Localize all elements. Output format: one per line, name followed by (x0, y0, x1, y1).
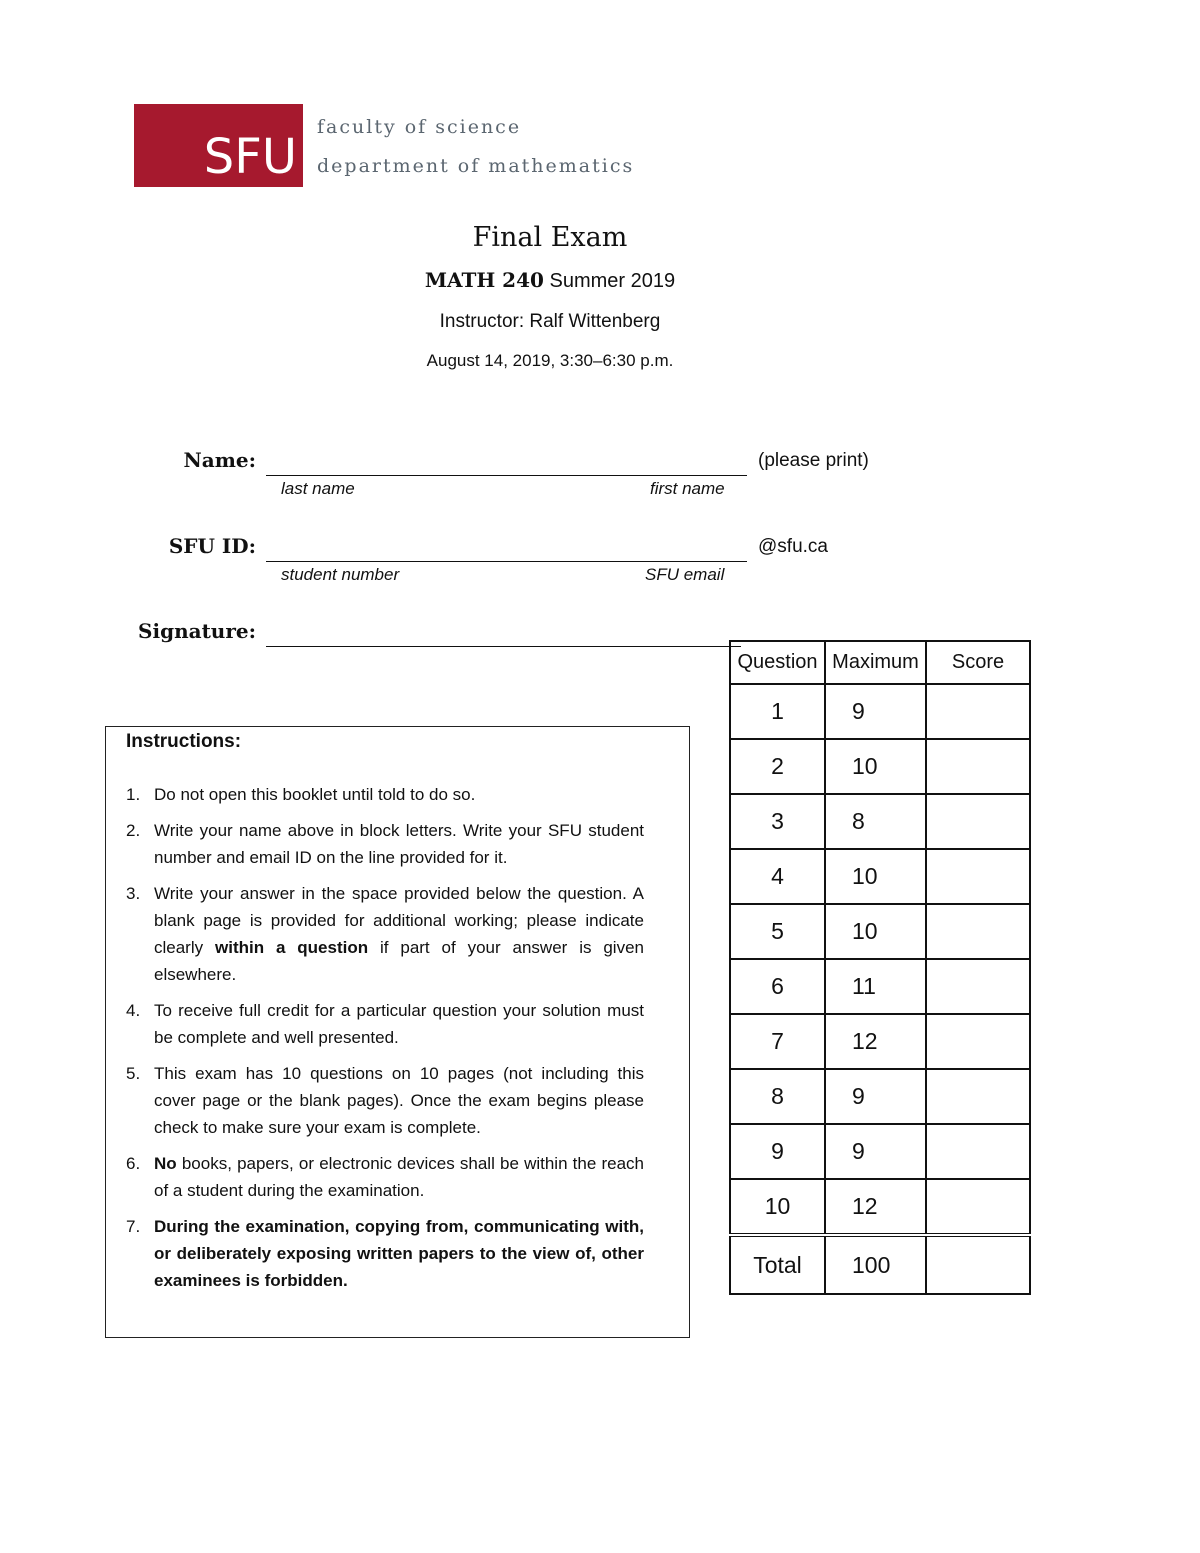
course-code: MATH 240 (424, 268, 544, 292)
logo-mark: SFU (203, 129, 297, 185)
name-note: (please print) (758, 450, 869, 471)
table-row (730, 849, 1030, 904)
instruction-item (126, 880, 644, 988)
max-points: 12 (825, 1014, 926, 1069)
instruction-item (126, 817, 644, 871)
instruction-item (126, 1213, 644, 1294)
max-points: 9 (825, 684, 926, 739)
score-cell[interactable] (926, 849, 1030, 904)
table-row (730, 794, 1030, 849)
question-number: 10 (730, 1179, 825, 1235)
table-row (730, 904, 1030, 959)
item-text: Write your answer in the space provided below the question. A blank page is provided for additional working; please indicate clearly (154, 884, 644, 957)
item-number: 3. (126, 884, 141, 903)
sfu-id-label: SFU ID: (168, 534, 256, 558)
header-question: Question (730, 641, 825, 684)
max-points: 10 (825, 904, 926, 959)
question-number: 9 (730, 1124, 825, 1179)
item-text: Do not open this booklet until told to do so. (154, 785, 476, 804)
question-number: 4 (730, 849, 825, 904)
item-number: 5. (126, 1064, 141, 1083)
table-row (730, 684, 1030, 739)
item-number: 2. (126, 821, 141, 840)
total-row (730, 1235, 1030, 1294)
instructor: Instructor: Ralf Wittenberg (439, 311, 661, 332)
score-cell[interactable] (926, 739, 1030, 794)
instructions-heading: Instructions: (126, 731, 242, 752)
table-row (730, 1124, 1030, 1179)
table-row (730, 959, 1030, 1014)
question-number: 2 (730, 739, 825, 794)
score-cell[interactable] (926, 1014, 1030, 1069)
score-cell[interactable] (926, 904, 1030, 959)
signature-field[interactable] (266, 646, 741, 647)
id-sub-student-number: student number (281, 565, 400, 584)
question-number: 1 (730, 684, 825, 739)
item-text: books, papers, or electronic devices shall be within the reach of a student during the examination. (154, 1154, 644, 1200)
instructions-box (105, 726, 690, 1338)
instruction-item (126, 1150, 644, 1204)
sfu-id-field[interactable] (266, 561, 747, 562)
question-number: 8 (730, 1069, 825, 1124)
item-number: 6. (126, 1154, 141, 1173)
exam-title: Final Exam (472, 222, 628, 253)
max-points: 11 (825, 959, 926, 1014)
max-points: 9 (825, 1124, 926, 1179)
item-text-bold: within a question (215, 938, 369, 957)
max-points: 10 (825, 739, 926, 794)
item-number: 7. (126, 1217, 141, 1236)
max-points: 9 (825, 1069, 926, 1124)
exam-date: August 14, 2019, 3:30–6:30 p.m. (426, 351, 674, 370)
score-cell[interactable] (926, 794, 1030, 849)
item-text: To receive full credit for a particular question your solution must be complete and well presented. (154, 1001, 644, 1047)
max-points: 12 (825, 1179, 926, 1235)
total-max: 100 (825, 1235, 926, 1294)
header-maximum: Maximum (825, 641, 926, 684)
instruction-item (126, 997, 644, 1051)
name-field[interactable] (266, 475, 747, 476)
table-row (730, 739, 1030, 794)
name-label: Name: (183, 448, 256, 472)
question-number: 6 (730, 959, 825, 1014)
score-table (729, 640, 1031, 1295)
signature-label: Signature: (138, 619, 256, 643)
score-cell[interactable] (926, 1179, 1030, 1235)
item-text: Write your name above in block letters. Write your SFU student number and email ID on the line provided for it. (154, 821, 644, 867)
table-row (730, 1069, 1030, 1124)
course-term: Summer 2019 (549, 270, 676, 292)
item-number: 4. (126, 1001, 141, 1020)
table-row (730, 1179, 1030, 1235)
name-sub-first: first name (650, 479, 725, 498)
item-text: if part of your answer is given elsewhere. (154, 938, 644, 984)
course-line (0, 268, 1100, 293)
item-number: 1. (126, 785, 141, 804)
department-name: department of mathematics (317, 155, 635, 177)
question-number: 3 (730, 794, 825, 849)
id-sub-email: SFU email (645, 565, 725, 584)
item-text: This exam has 10 questions on 10 pages (not including this cover page or the blank pages). Once the exam begins please check to make sure your exam is complete. (154, 1064, 644, 1137)
score-cell[interactable] (926, 959, 1030, 1014)
sfu-logo (134, 104, 303, 187)
header-score: Score (926, 641, 1030, 684)
name-sub-last: last name (281, 479, 355, 498)
item-text-bold: No (154, 1154, 177, 1173)
item-text-bold: During the examination, copying from, communicating with, or deliberately exposing written papers to the view of, other examinees is forbidden. (154, 1217, 644, 1290)
instruction-item (126, 781, 644, 808)
question-number: 5 (730, 904, 825, 959)
max-points: 10 (825, 849, 926, 904)
score-cell[interactable] (926, 684, 1030, 739)
score-cell[interactable] (926, 1124, 1030, 1179)
instructions-list (126, 781, 644, 1303)
email-suffix: @sfu.ca (758, 536, 828, 557)
max-points: 8 (825, 794, 926, 849)
faculty-name: faculty of science (317, 116, 522, 138)
score-cell[interactable] (926, 1069, 1030, 1124)
question-number: 7 (730, 1014, 825, 1069)
total-label: Total (730, 1235, 825, 1294)
table-row (730, 1014, 1030, 1069)
table-header-row (730, 641, 1030, 684)
total-score-cell[interactable] (926, 1235, 1030, 1294)
instruction-item (126, 1060, 644, 1141)
